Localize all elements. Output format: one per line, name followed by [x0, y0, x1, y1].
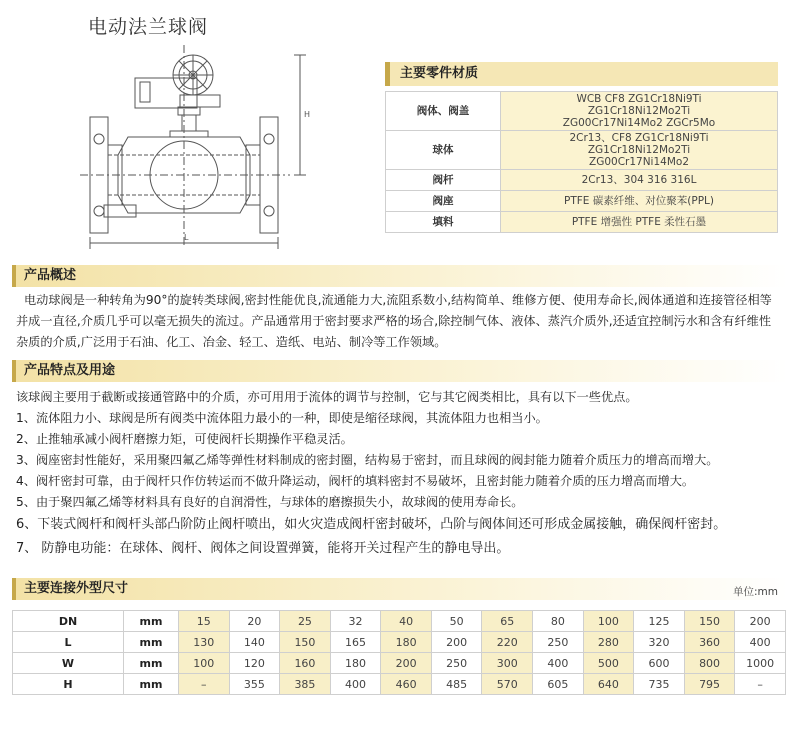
table-row: [386, 170, 778, 191]
material-line: ZG1Cr18Ni12Mo2Ti: [587, 105, 691, 117]
table-row: [13, 632, 786, 653]
dim-l-label: L: [184, 233, 189, 242]
table-row: [386, 92, 778, 131]
dimension-value: 460: [381, 674, 432, 695]
unit-label: 单位:mm: [733, 586, 778, 598]
dimensions-header: 主要连接外型尺寸: [12, 578, 788, 600]
dimension-value: 120: [229, 653, 280, 674]
dimension-value: 200: [431, 632, 482, 653]
table-row: [13, 611, 786, 632]
dimension-value: 400: [735, 632, 786, 653]
dimension-value: 220: [482, 632, 533, 653]
dimension-value: 1000: [735, 653, 786, 674]
dimension-value: 600: [634, 653, 685, 674]
dimension-value: 140: [229, 632, 280, 653]
dimension-value: 20: [229, 611, 280, 632]
dimension-value: 160: [280, 653, 331, 674]
feature-item: 1、流体阻力小、球阀是所有阀类中流体阻力最小的一种，即使是缩径球阀，其流体阻力也相当小。: [16, 411, 548, 425]
material-label: 球体: [386, 131, 501, 170]
dimension-value: 180: [381, 632, 432, 653]
dimension-value: 605: [533, 674, 584, 695]
dimension-value: 570: [482, 674, 533, 695]
dimension-label: W: [13, 653, 124, 674]
dimension-value: 25: [280, 611, 331, 632]
dimension-value: 150: [280, 632, 331, 653]
material-label: 填料: [386, 212, 501, 233]
material-label: 阀杆: [386, 170, 501, 191]
dimension-value: –: [735, 674, 786, 695]
dimension-value: 180: [330, 653, 381, 674]
dimension-value: 795: [684, 674, 735, 695]
feature-item: 7、 防静电功能：在球体、阀杆、阀体之间设置弹簧，能将开关过程产生的静电导出。: [16, 541, 510, 556]
table-row: [386, 212, 778, 233]
dimension-value: 125: [634, 611, 685, 632]
dimension-value: 300: [482, 653, 533, 674]
materials-table: [385, 91, 778, 233]
overview-text: [16, 290, 786, 353]
material-label: 阀座: [386, 191, 501, 212]
feature-item: 5、由于聚四氟乙烯等材料具有良好的自润滑性，与球体的磨擦损失小，故球阀的使用寿命长。: [16, 495, 524, 509]
dimension-label: DN: [13, 611, 124, 632]
material-line: 2Cr13、CF8 ZG1Cr18Ni9Ti: [569, 132, 709, 144]
material-value: [501, 131, 778, 170]
dimension-value: 15: [179, 611, 230, 632]
overview-header: 产品概述: [12, 265, 788, 287]
feature-item: 4、阀杆密封可靠，由于阀杆只作仿转运而不做升降运动，阀杆的填料密封不易破坏，且密封能力随着介质的压力增高而增大。: [16, 474, 695, 488]
material-line: ZG00Cr17Ni14Mo2 ZGCr5Mo: [562, 117, 716, 129]
dimension-value: 250: [431, 653, 482, 674]
page-title: 电动法兰球阀: [88, 16, 209, 38]
dimension-value: 800: [684, 653, 735, 674]
dimension-value: 320: [634, 632, 685, 653]
dimension-value: 150: [684, 611, 735, 632]
dimension-unit: mm: [124, 611, 179, 632]
dimension-unit: mm: [124, 653, 179, 674]
dimension-value: 165: [330, 632, 381, 653]
table-row: [13, 674, 786, 695]
overview-line: 电动球阀是一种转角为90°的旋转类球阀,密封性能优良,流通能力大,流阻系数小,结构简单、维修方便、使用寿命长,阀体通道和连接管径相等: [24, 293, 772, 307]
dimension-value: 100: [583, 611, 634, 632]
dimension-value: 280: [583, 632, 634, 653]
dimension-value: 400: [533, 653, 584, 674]
dimension-value: 40: [381, 611, 432, 632]
dim-h-label: H: [304, 110, 311, 119]
dimensions-table: [12, 610, 786, 695]
overview-line: 并成一直径,介质几乎可以毫无损失的流过。产品通常用于密封要求严格的场合,除控制气体、液体、蒸汽介质外,还适宜控制污水和含有纤维性: [16, 314, 772, 328]
material-label: 阀体、阀盖: [386, 92, 501, 131]
dimension-value: 250: [533, 632, 584, 653]
dimension-value: –: [179, 674, 230, 695]
feature-item: 3、阀座密封性能好，采用聚四氟乙烯等弹性材料制成的密封圈，结构易于密封，而且球阀的阀封能力随着介质压力的增高而增大。: [16, 453, 719, 467]
dimension-value: 32: [330, 611, 381, 632]
features-intro: 该球阀主要用于截断或接通管路中的介质，亦可用用于流体的调节与控制，它与其它阀类相比，具有以下一些优点。: [16, 390, 638, 404]
dimension-value: 360: [684, 632, 735, 653]
feature-item: 6、下装式阀杆和阀杆头部凸阶防止阀杆喷出，如火灾造成阀杆密封破坏，凸阶与阀体间还可形成金属接触，确保阀杆密封。: [16, 517, 727, 532]
dimension-value: 100: [179, 653, 230, 674]
table-row: [386, 191, 778, 212]
dimension-value: 65: [482, 611, 533, 632]
dimension-unit: mm: [124, 632, 179, 653]
dimension-value: 80: [533, 611, 584, 632]
table-row: [386, 131, 778, 170]
dimension-value: 355: [229, 674, 280, 695]
material-line: WCB CF8 ZG1Cr18Ni9Ti: [576, 93, 702, 105]
features-header: 产品特点及用途: [12, 360, 788, 382]
dimension-value: 385: [280, 674, 331, 695]
material-line: ZG1Cr18Ni12Mo2Ti: [587, 144, 691, 156]
dimension-value: 400: [330, 674, 381, 695]
dimension-value: 500: [583, 653, 634, 674]
dimension-label: H: [13, 674, 124, 695]
dimension-unit: mm: [124, 674, 179, 695]
feature-item: 2、止推轴承减小阀杆磨擦力矩，可使阀杆长期操作平稳灵活。: [16, 432, 353, 446]
dimension-value: 735: [634, 674, 685, 695]
material-line: ZG00Cr17Ni14Mo2: [589, 156, 689, 168]
dimension-value: 200: [735, 611, 786, 632]
overview-line: 杂质的介质,广泛用于石油、化工、冶金、轻工、造纸、电站、制冷等工作领域。: [16, 335, 447, 349]
material-value: 2Cr13、304 316 316L: [501, 170, 778, 191]
materials-header: 主要零件材质: [385, 62, 778, 86]
dimension-value: 200: [381, 653, 432, 674]
valve-drawing: [80, 45, 380, 255]
material-value: PTFE 增强性 PTFE 柔性石墨: [501, 212, 778, 233]
dimension-value: 130: [179, 632, 230, 653]
dimension-label: L: [13, 632, 124, 653]
material-value: [501, 92, 778, 131]
table-row: [13, 653, 786, 674]
dimension-value: 485: [431, 674, 482, 695]
dimension-value: 640: [583, 674, 634, 695]
material-value: PTFE 碳素纤维、对位聚苯(PPL): [501, 191, 778, 212]
dimension-value: 50: [431, 611, 482, 632]
features-text: [16, 387, 786, 561]
